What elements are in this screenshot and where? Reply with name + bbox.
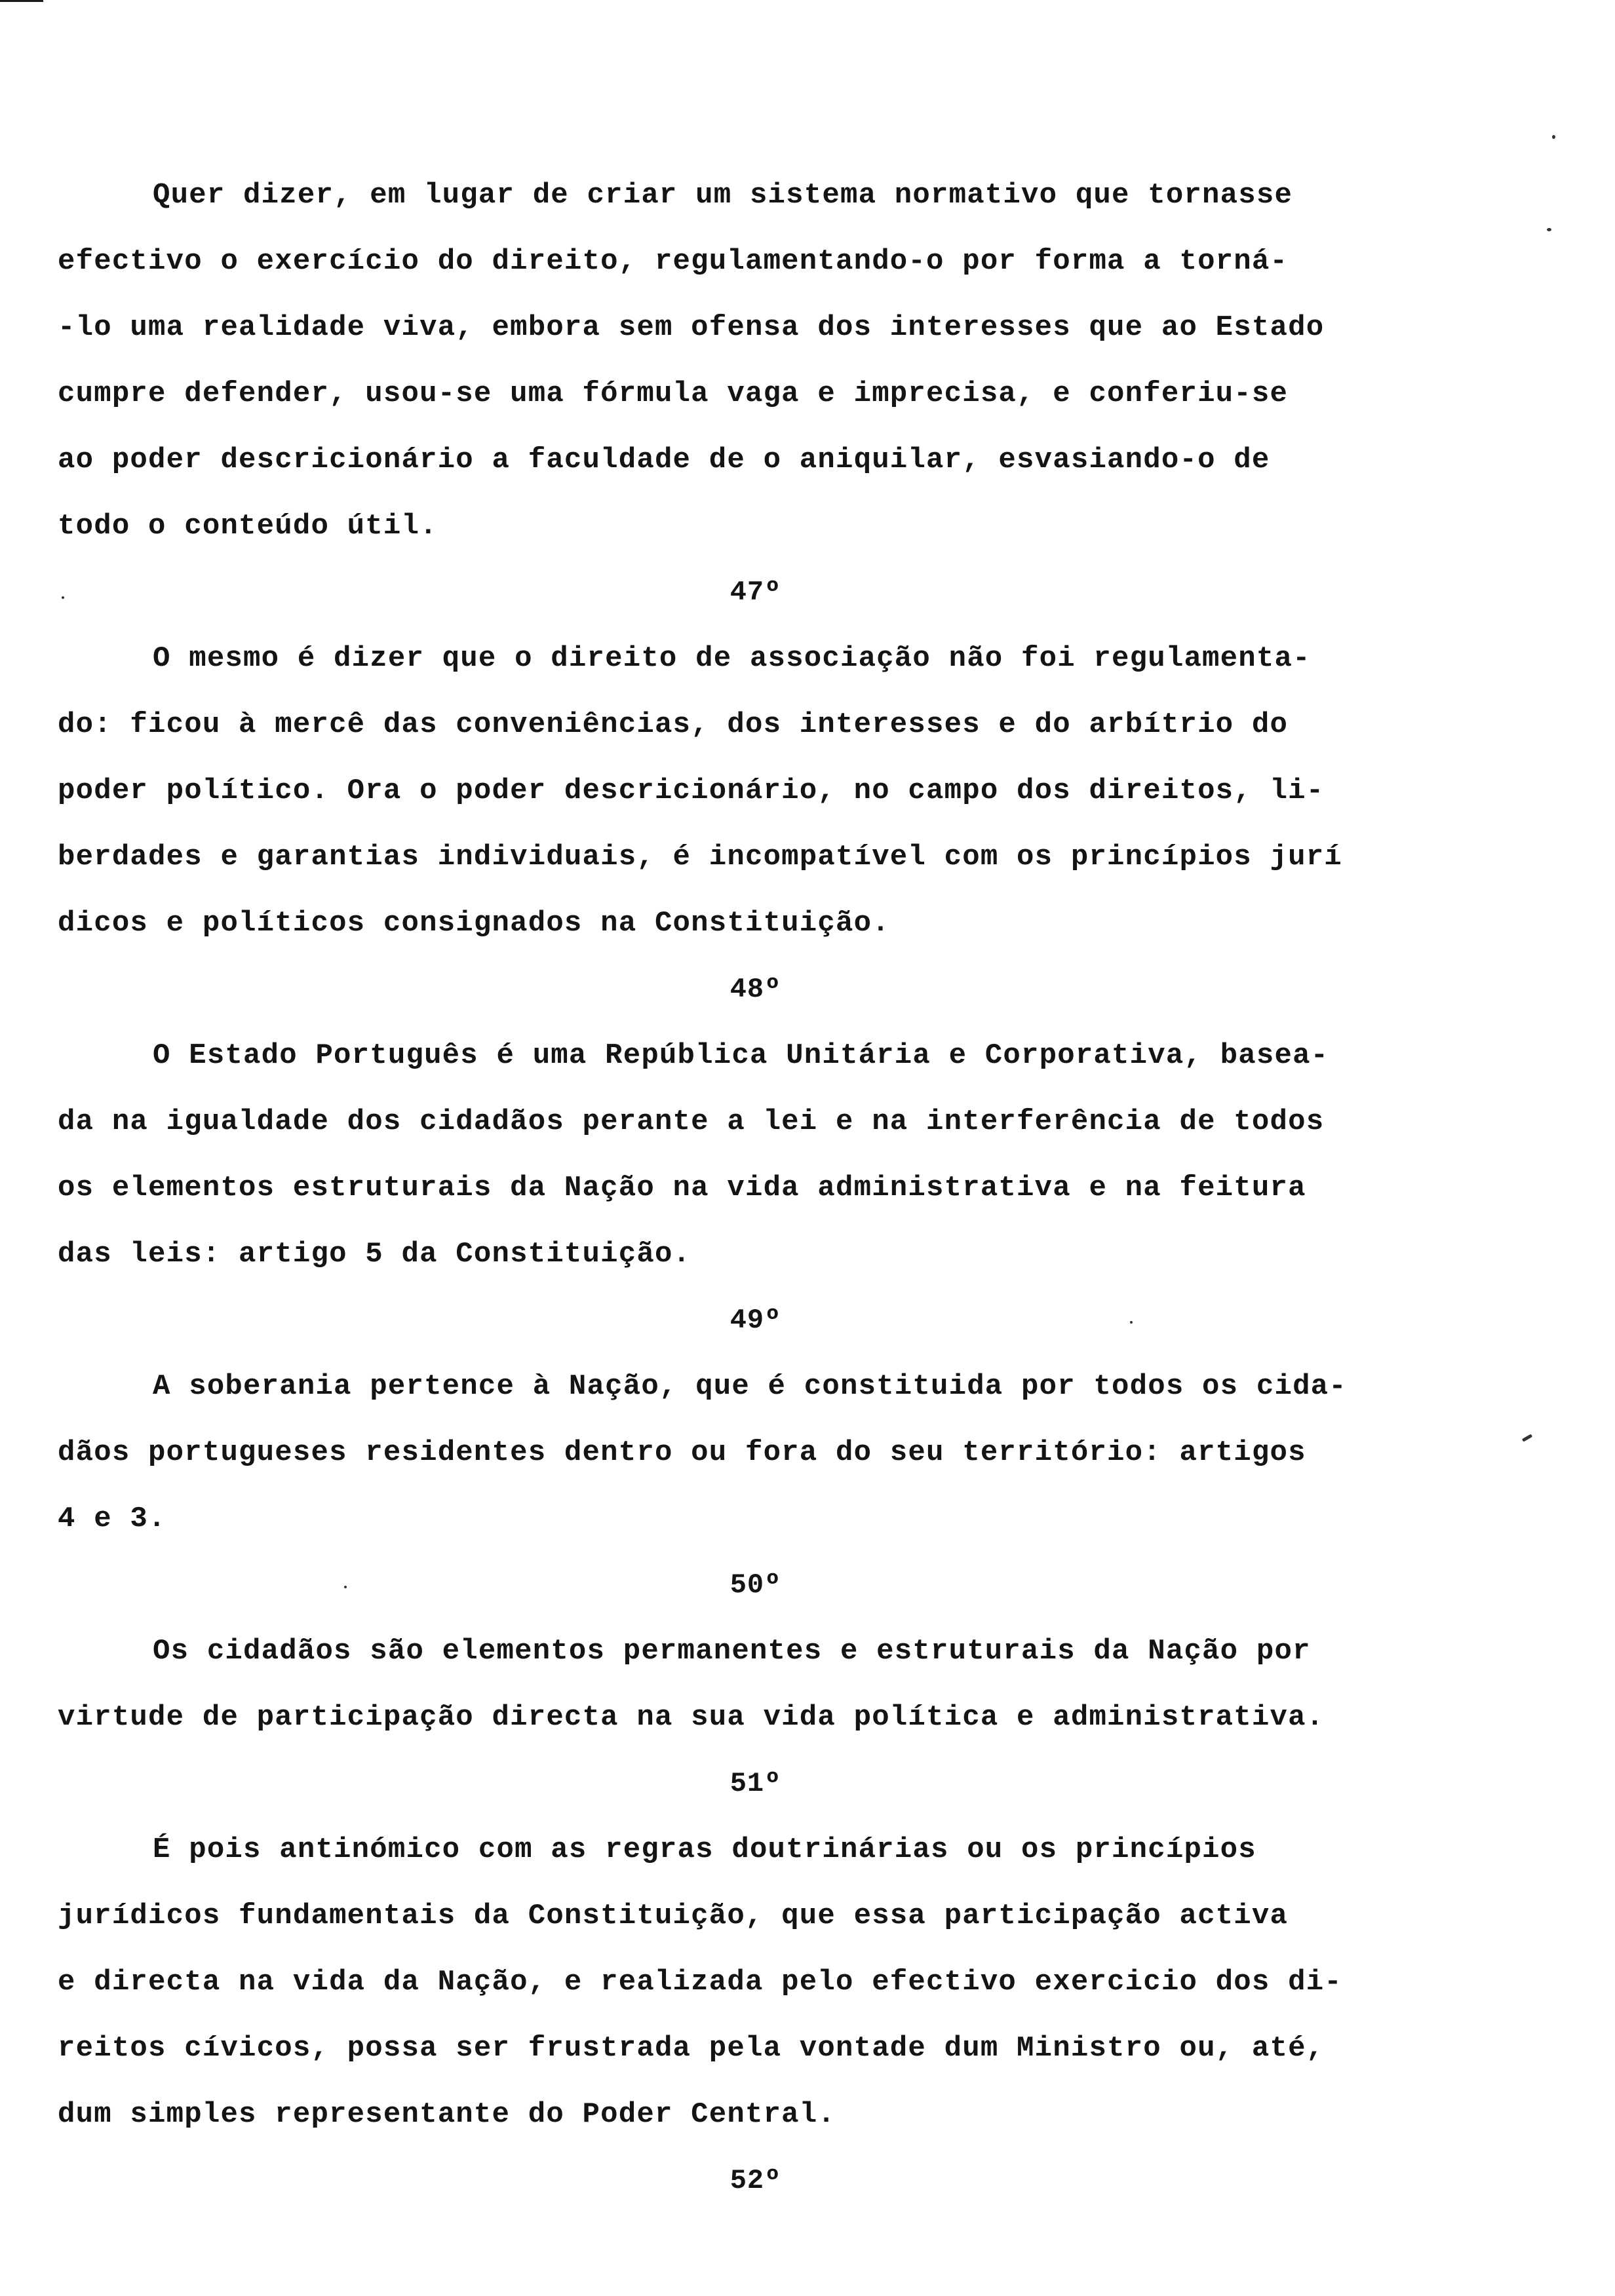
paragraph xyxy=(58,1023,1454,1288)
text-line: dãos portugueses residentes dentro ou fora do seu território: artigos xyxy=(58,1436,1306,1469)
text-line: do: ficou à mercê das conveniências, dos interesses e do arbítrio do xyxy=(58,708,1289,741)
text-line: jurídicos fundamentais da Constituição, que essa participação activa xyxy=(58,1900,1289,1932)
text-line: -lo uma realidade viva, embora sem ofensa dos interesses que ao Estado xyxy=(58,311,1325,344)
text-line: O Estado Português é uma República Unitária e Corporativa, basea- xyxy=(153,1039,1329,1072)
article-number: 47º xyxy=(730,577,782,608)
text-line: Quer dizer, em lugar de criar um sistema normativo que tornasse xyxy=(153,179,1293,212)
text-line: dicos e políticos consignados na Constituição. xyxy=(58,907,890,940)
text-line: A soberania pertence à Nação, que é constituida por todos os cida- xyxy=(153,1370,1347,1403)
article-number: 48º xyxy=(730,974,782,1005)
scan-speck xyxy=(1552,135,1555,139)
text-line: ao poder descricionário a faculdade de o aniquilar, esvasiando-o de xyxy=(58,444,1270,476)
text-line: todo o conteúdo útil. xyxy=(58,510,438,543)
paragraph xyxy=(58,626,1454,957)
text-line: efectivo o exercício do direito, regulamentando-o por forma a torná- xyxy=(58,245,1289,278)
article-number: 49º xyxy=(730,1305,782,1336)
text-line: cumpre defender, usou-se uma fórmula vaga e imprecisa, e conferiu-se xyxy=(58,377,1289,410)
article-number: 51º xyxy=(730,1768,782,1799)
text-line: dum simples representante do Poder Central. xyxy=(58,2098,836,2131)
paragraph xyxy=(58,1618,1454,1751)
typewritten-page xyxy=(58,163,1454,2214)
text-line: 4 e 3. xyxy=(58,1502,166,1535)
scan-speck xyxy=(1522,1434,1532,1442)
text-line: os elementos estruturais da Nação na vida administrativa e na feitura xyxy=(58,1172,1306,1204)
text-line: virtude de participação directa na sua vida política e administrativa. xyxy=(58,1701,1325,1734)
paragraph xyxy=(58,1354,1454,1552)
text-line: e directa na vida da Nação, e realizada pelo efectivo exercicio dos di- xyxy=(58,1966,1342,1999)
text-line: berdades e garantias individuais, é incompatível com os princípios jurí xyxy=(58,841,1342,873)
text-line: poder político. Ora o poder descricionário, no campo dos direitos, li- xyxy=(58,775,1325,807)
text-line: reitos cívicos, possa ser frustrada pela vontade dum Ministro ou, até, xyxy=(58,2032,1325,2065)
article-number: 50º xyxy=(730,1569,782,1601)
text-line: da na igualdade dos cidadãos perante a lei e na interferência de todos xyxy=(58,1105,1325,1138)
text-line: das leis: artigo 5 da Constituição. xyxy=(58,1238,691,1271)
paragraph xyxy=(58,1817,1454,2148)
article-number: 52º xyxy=(730,2165,782,2196)
text-line: Os cidadãos são elementos permanentes e estruturais da Nação por xyxy=(153,1635,1311,1668)
scan-edge-mark xyxy=(0,0,43,2)
text-line: O mesmo é dizer que o direito de associação não foi regulamenta- xyxy=(153,642,1311,675)
text-line: É pois antinómico com as regras doutrinárias ou os princípios xyxy=(153,1833,1256,1866)
scan-speck xyxy=(1547,228,1551,231)
paragraph xyxy=(58,163,1454,560)
